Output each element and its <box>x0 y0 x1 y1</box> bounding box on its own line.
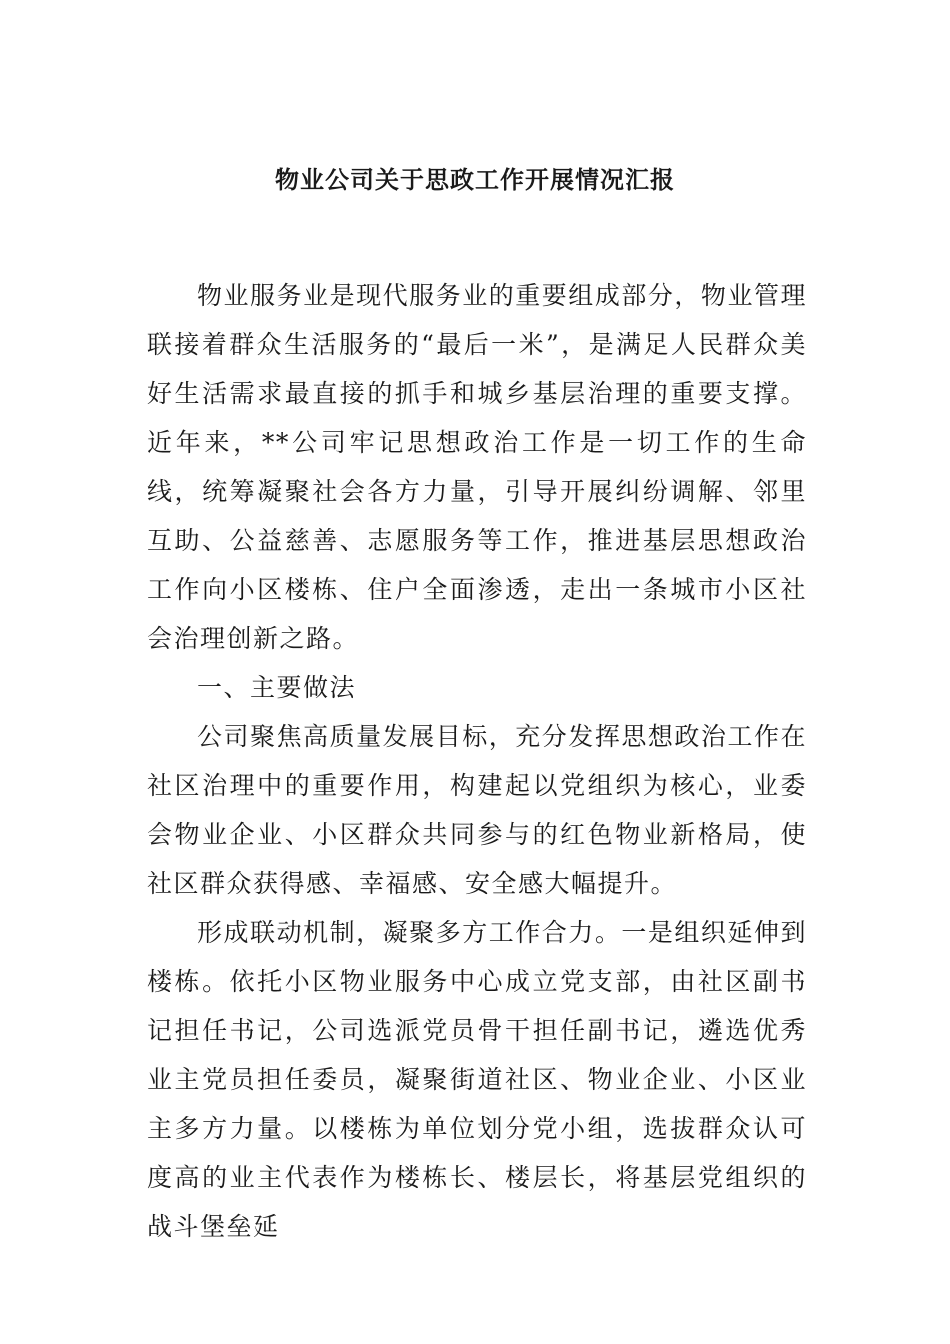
document-title: 物业公司关于思政工作开展情况汇报 <box>275 166 675 194</box>
paragraph-linkage-mechanism: 形成联动机制，凝聚多方工作合力。一是组织延伸到楼栋。依托小区物业服务中心成立党支部，由社区副书记担任书记，公司选派党员骨干担任副书记，遴选优秀业主党员担任委员，凝聚街道社区、物业企业、小区业主多方力量。以楼栋为单位划分党小组，选拔群众认可度高的业主代表作为楼栋长、楼层长，将基层党组织的战斗堡垒延 <box>147 918 807 1241</box>
paragraph-intro: 物业服务业是现代服务业的重要组成部分，物业管理联接着群众生活服务的“最后一米”，是满足人民群众美好生活需求最直接的抓手和城乡基层治理的重要支撑。近年来，**公司牢记思想政治工作是一切工作的生命线，统筹凝聚社会各方力量，引导开展纠纷调解、邻里互助、公益慈善、志愿服务等工作，推进基层思想政治工作向小区楼栋、住户全面渗透，走出一条城市小区社会治理创新之路。 <box>147 281 807 653</box>
section-heading-main-practices: 一、主要做法 <box>197 673 357 702</box>
document-body <box>147 271 807 1251</box>
paragraph-overview: 公司聚焦高质量发展目标，充分发挥思想政治工作在社区治理中的重要作用，构建起以党组织为核心，业委会物业企业、小区群众共同参与的红色物业新格局，使社区群众获得感、幸福感、安全感大幅提升。 <box>147 722 807 898</box>
